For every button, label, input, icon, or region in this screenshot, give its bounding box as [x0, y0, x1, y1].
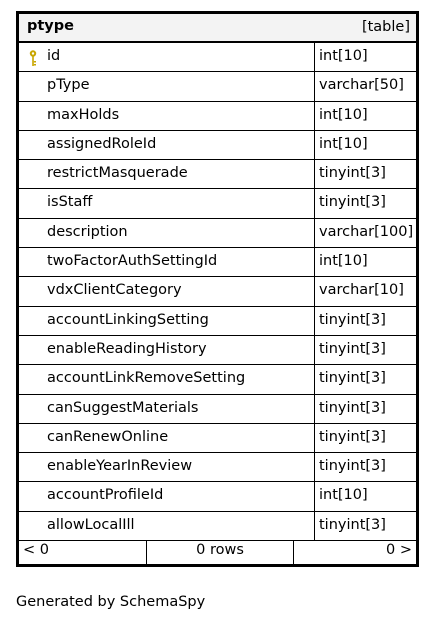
column-name: accountLinkingSetting [47, 311, 209, 328]
column-name-cell [19, 160, 315, 188]
column-type: int[10] [319, 135, 368, 152]
column-row [19, 72, 416, 101]
column-row [19, 395, 416, 424]
column-row [19, 424, 416, 453]
children-count-label: 0 > [386, 542, 412, 558]
column-row-id [19, 43, 416, 72]
column-row [19, 365, 416, 394]
column-name: enableReadingHistory [47, 340, 207, 357]
column-row [19, 131, 416, 160]
row-count-label: 0 rows [196, 542, 244, 558]
generated-by-label: Generated by SchemaSpy [16, 594, 206, 610]
column-name-cell [19, 336, 315, 364]
table-header [19, 14, 416, 43]
column-type: tinyint[3] [319, 458, 386, 475]
column-name-cell [19, 277, 315, 305]
column-row [19, 160, 416, 189]
table-name: ptype [27, 18, 74, 34]
column-name: isStaff [47, 194, 93, 211]
column-name: assignedRoleId [47, 135, 157, 152]
column-type: int[10] [319, 106, 368, 123]
column-name: twoFactorAuthSettingId [47, 253, 218, 270]
key-icon [28, 49, 38, 67]
column-row [19, 102, 416, 131]
column-name-cell [19, 453, 315, 481]
table-node-ptype [16, 11, 419, 567]
column-name: maxHolds [47, 106, 120, 123]
column-name-cell [19, 512, 315, 540]
column-name: canSuggestMaterials [47, 399, 199, 416]
column-row [19, 248, 416, 277]
column-type: tinyint[3] [319, 165, 386, 182]
parents-count-label: < 0 [23, 542, 49, 558]
column-type: tinyint[3] [319, 399, 386, 416]
column-type: tinyint[3] [319, 194, 386, 211]
column-name: allowLocalIll [47, 516, 135, 533]
column-name-cell [19, 307, 315, 335]
column-name: pType [47, 77, 90, 94]
column-name-cell [19, 395, 315, 423]
column-name: vdxClientCategory [47, 282, 182, 299]
column-type: int[10] [319, 48, 368, 64]
children-count [294, 540, 416, 564]
column-row [19, 189, 416, 218]
column-type: int[10] [319, 487, 368, 504]
column-type: tinyint[3] [319, 428, 386, 445]
column-type: tinyint[3] [319, 340, 386, 357]
column-name-cell [19, 424, 315, 452]
column-name-cell [19, 482, 315, 510]
column-row [19, 482, 416, 511]
column-name-cell [19, 131, 315, 159]
column-name: enableYearInReview [47, 458, 193, 475]
column-name: accountLinkRemoveSetting [47, 370, 246, 387]
column-name: description [47, 223, 128, 240]
column-type: int[10] [319, 253, 368, 270]
parents-count [19, 540, 147, 564]
row-count [147, 540, 294, 564]
column-row [19, 512, 416, 541]
column-row [19, 277, 416, 306]
column-name-cell [19, 365, 315, 393]
column-type: tinyint[3] [319, 370, 386, 387]
column-type: varchar[100] [319, 223, 414, 240]
column-type: varchar[10] [319, 282, 404, 299]
column-name: restrictMasquerade [47, 165, 188, 182]
table-footer [19, 540, 416, 564]
column-name-cell [19, 248, 315, 276]
column-name-cell [19, 219, 315, 247]
column-type: tinyint[3] [319, 516, 386, 533]
column-name: id [47, 48, 61, 64]
column-type: tinyint[3] [319, 311, 386, 328]
column-list [19, 43, 416, 541]
column-name: accountProfileId [47, 487, 164, 504]
column-name-cell [19, 102, 315, 130]
column-name-cell [19, 189, 315, 217]
column-row [19, 336, 416, 365]
column-name-cell [19, 43, 315, 71]
column-name-cell [19, 72, 315, 100]
column-row [19, 219, 416, 248]
table-kind: [table] [361, 19, 410, 35]
column-row [19, 453, 416, 482]
column-row [19, 307, 416, 336]
column-name: canRenewOnline [47, 428, 169, 445]
column-type: varchar[50] [319, 77, 404, 94]
